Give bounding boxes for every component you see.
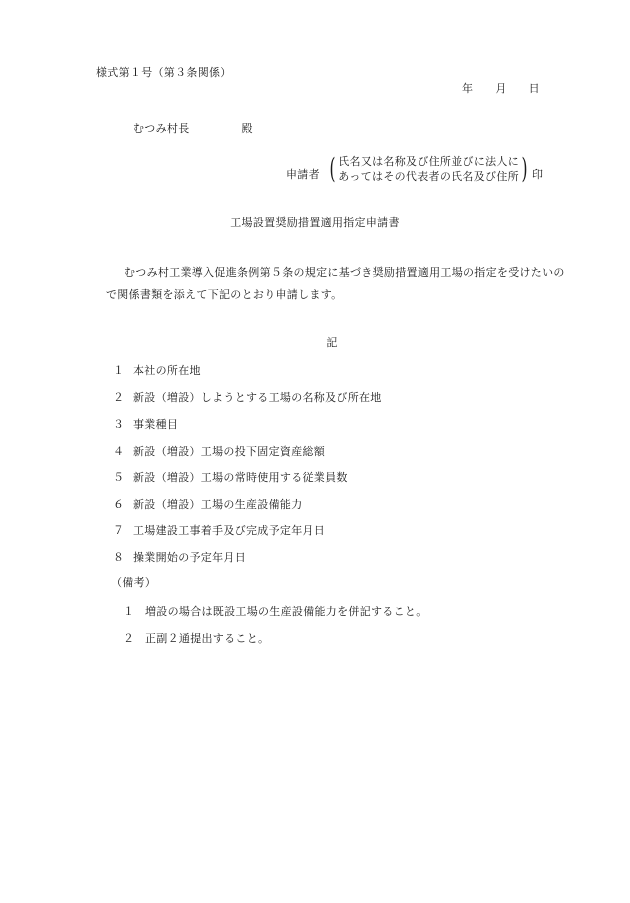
honorific: 殿 xyxy=(241,122,253,135)
applicant-instruction-line: 氏名又は名称及び住所並びに法人に xyxy=(338,155,520,168)
list-item xyxy=(113,389,382,405)
item-text: 本社の所在地 xyxy=(133,364,201,377)
form-number: 様式第１号（第３条関係） xyxy=(96,66,232,79)
remarks-heading: （備考） xyxy=(111,576,157,589)
note-text: 正副２通提出すること。 xyxy=(145,632,270,645)
remark-note xyxy=(123,603,428,619)
item-text: 新設（増設）工場の常時使用する従業員数 xyxy=(133,471,348,484)
list-item xyxy=(113,416,178,432)
item-number: ７ xyxy=(113,524,125,537)
date-day-label: 日 xyxy=(528,82,540,95)
note-number: ２ xyxy=(123,632,135,645)
list-item xyxy=(113,496,303,512)
item-number: ３ xyxy=(113,418,125,431)
list-item xyxy=(113,549,246,565)
ki-heading: 記 xyxy=(326,336,338,349)
item-text: 新設（増設）工場の投下固定資産総額 xyxy=(133,445,326,458)
item-text: 工場建設工事着手及び完成予定年月日 xyxy=(133,524,326,537)
item-number: ５ xyxy=(113,471,125,484)
item-number: ２ xyxy=(113,391,125,404)
item-number: ４ xyxy=(113,445,125,458)
item-text: 事業種目 xyxy=(133,418,179,431)
open-paren: ( xyxy=(329,152,336,185)
list-item xyxy=(113,362,201,378)
note-text: 増設の場合は既設工場の生産設備能力を併記すること。 xyxy=(145,605,428,618)
item-number: １ xyxy=(113,364,125,377)
document-title: 工場設置奨励措置適用指定申請書 xyxy=(230,216,400,229)
date-year-label: 年 xyxy=(462,82,474,95)
applicant-instructions xyxy=(338,154,519,184)
remark-note xyxy=(123,630,269,646)
item-number: ６ xyxy=(113,498,125,511)
item-text: 操業開始の予定年月日 xyxy=(133,551,246,564)
note-number: １ xyxy=(123,605,135,618)
item-text: 新設（増設）工場の生産設備能力 xyxy=(133,498,303,511)
list-item xyxy=(113,443,325,459)
item-number: ８ xyxy=(113,551,125,564)
close-paren: ) xyxy=(521,152,528,185)
item-text: 新設（増設）しようとする工場の名称及び所在地 xyxy=(133,391,382,404)
list-item xyxy=(113,522,325,538)
applicant-label: 申請者 xyxy=(286,168,320,181)
recipient-name: むつみ村長 xyxy=(133,122,190,135)
list-item xyxy=(113,469,348,485)
body-paragraph: むつみ村工業導入促進条例第５条の規定に基づき奨励措置適用工場の指定を受けたいので関係書類を添えて下記のとおり申請します。 xyxy=(106,266,565,301)
applicant-instruction-line: あってはその代表者の氏名及び住所 xyxy=(338,170,519,183)
date-line xyxy=(462,80,540,96)
seal-mark: 印 xyxy=(532,168,544,181)
addressee xyxy=(133,120,253,136)
date-month-label: 月 xyxy=(495,82,507,95)
applicant-name-bracket xyxy=(327,154,530,184)
